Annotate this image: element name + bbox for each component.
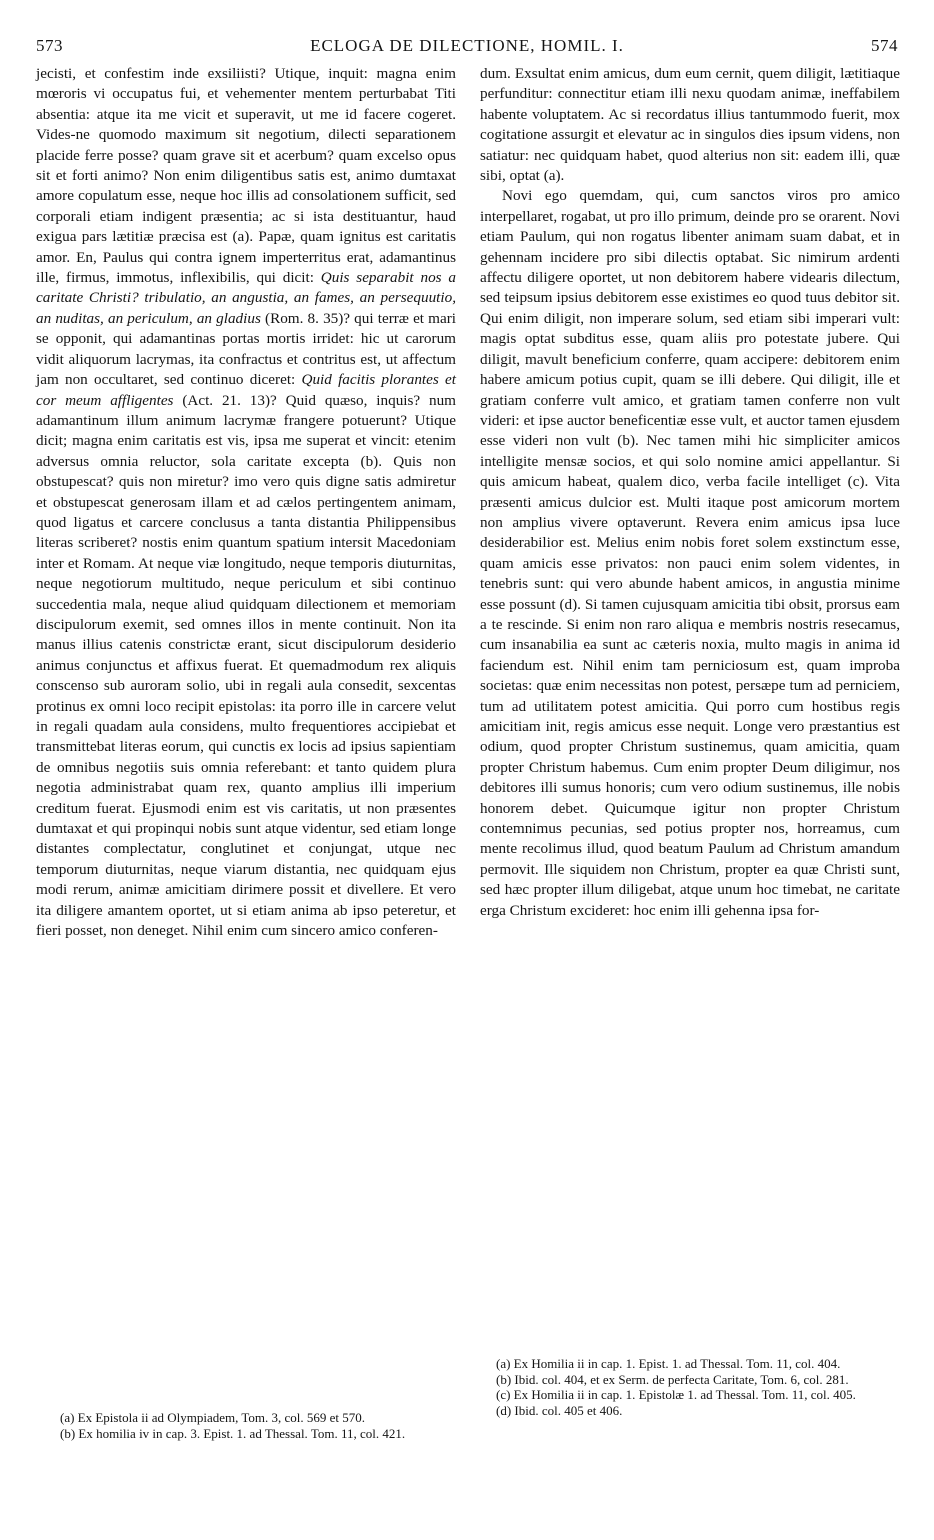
- footnote: (d) Ibid. col. 405 et 406.: [496, 1402, 623, 1418]
- paragraph: [36, 64, 456, 941]
- paragraph: dum. Exsultat enim amicus, dum eum cernit, quem diligit, lætitiaque perfunditur: connectitur etiam illi nexu quodam animæ, ineffabilem habente voluptatem. Ac si recordatus illius tantummodo fuerit, mox cogitatione assurgit et elevatur ac in singulos dies ipsum videns, non satiatur: nec quidquam habet, quod alterius non sit: eadem illi, quæ sibi, optat (a).: [480, 65, 900, 185]
- scripture-quote: Quid facitis plorantes et cor meum affligentes: [36, 371, 456, 409]
- scripture-quote: Quis separabit nos a caritate Christi? tribulatio, an angustia, an fames, an persequutio, an nuditas, an periculum, an gladius: [36, 269, 456, 327]
- right-column: [480, 64, 900, 921]
- footnote: (a) Ex Epistola ii ad Olympiadem, Tom. 3, col. 569 et 570.: [60, 1410, 366, 1425]
- footnote: (c) Ex Homilia ii in cap. 1. Epistolæ 1. ad Thessal. Tom. 11, col. 405.: [496, 1387, 856, 1403]
- page-number-right: 574: [871, 36, 898, 55]
- text-run: jecisti, et confestim inde exsiliisti? Utique, inquit: magna enim mœroris vi occupatus fui, et vehementer mentem perturbabat Titi absentia: atque ita me vicit et superavit, ut me id facere cogeret. Vides-ne quomodo maximum sit negotium, dilecti separationem placide ferre posse? quam grave sit et acerbum? quam excelso opus sit et forti animo? Non enim diligentibus satis est, animo dumtaxat amore copulatum esse, neque hoc illis ad consolationem sufficit, sed corporali etiam indigent præsentia; ac si ista destituantur, haud exigua pars lætitiæ præcisa est (a). Papæ, quam ignitus est caritatis amor. En, Paulus qui contra ignem imperterritus erat, adamantinus ille, firmus, immotus, inflexibilis, qui dicit:: [36, 65, 456, 287]
- left-column: [36, 64, 456, 941]
- running-header: [36, 36, 898, 62]
- footnotes-right: [482, 1356, 900, 1418]
- footnote: (b) Ex homilia iv in cap. 3. Epist. 1. ad Thessal. Tom. 11, col. 421.: [60, 1425, 406, 1441]
- footnotes-left: [46, 1410, 454, 1441]
- text-run: (Rom. 8. 35)? qui terræ et mari se opponit, qui adamantinas portas mortis irridet: hic ut carorum vidit aliquorum lacrymas, ita confractus et contritus est, ut affectum jam non occultaret, sed continuo diceret:: [36, 309, 456, 389]
- page-number-left: 573: [36, 36, 63, 55]
- footnote: (b) Ibid. col. 404, et ex Serm. de perfecta Caritate, Tom. 6, col. 281.: [496, 1371, 849, 1387]
- running-title: ECLOGA DE DILECTIONE, HOMIL. I.: [310, 36, 624, 55]
- text-run: (Act. 21. 13)? Quid quæso, inquis? num adamantinum illum animum lacrymæ frangere potuerunt? Utique dicit; magna enim caritatis est vis, ipsa me superat et vincit: etenim adversus omnia reluctor, sola caritate excepta (b). Quis non obstupescat? quis non miretur? imo vero quis digne satis admiretur et obstupescat generosam illam et ad cælos pertingentem animam, quod ligatus et carcere conclusus a tanta distantia Philippensibus literas scriberet? nostis enim quantum spatium intersit Macedoniam inter et Romam. At neque viæ longitudo, neque temporis diuturnitas, neque negotiorum multitudo, neque periculum et sibi continuo succedentia mala, neque aliud quidquam dilectionem et memoriam discipulorum exemit, sed omnes illos in mente continuit. Non ita manus illius catenis constrictæ erant, sicut discipulorum desiderio animus conjunctus et affixus fuerat. Et quemadmodum rex aliquis conscenso sub auroram solio, ubi in regali aula consedit, sexcentas protinus ex omni loco recipit epistolas: ita porro ille in carcere velut in regali quadam aula considens, multo frequentiores accipiebat et transmittebat literas eorum, qui cunctis ex locis ad ipsius sapientiam de omnibus negotiis suis omnia referebant: et tanto quidem plura negotia administrabat quam rex, quanto amplius illi imperium creditum fuerat. Ejusmodi enim est vis caritatis, ut non præsentes dumtaxat et qui propinqui nobis sunt atque videntur, sed etiam longe distantes complectatur, conglutinet et conjungat, utque nec temporum diuturnitas, neque viarum distantia, nec quidquam ejus modi rerum, animæ amicitiam dirimere possit et divellere. Et vero ita diligere amantem oportet, ut si etiam anima ab ipso peteretur, et fieri posset, non deneget. Nihil enim cum sincero amico conferen-: [36, 391, 456, 940]
- paragraph: Novi ego quemdam, qui, cum sanctos viros pro amico interpellaret, rogabat, ut pro illo primum, deinde pro se orarent. Novi etiam Paulum, qui non rogatus libenter animam suam dabat, et in gehennam incidere pro sibi dilectis optabat. Sic nimirum ardenti affectu diligere oportet, ut non debitorem habere videaris dilectum, sed teipsum ipsius debitorem esse existimes eo quod tuus debitor sit. Qui enim diligit, non imperare solum, sed etiam sibi imperari vult: magis optat subditus esse, quam aliis pro potestate jubere. Qui diligit, mavult beneficium conferre, quam accipere: debitorem enim habere amicum potius cupit, quam se illi debere. Qui diligit, ille et gratiam conferre vult amico, et gratiam tamen conferre non vult videri: et ipse auctor beneficentiæ esse vult, et auctor tamen ejusdem esse videri non vult (b). Nec tamen mihi hic simpliciter amicos intelligite mensæ socios, et qui solo nomine amici appellantur. Si quis amicum habeat, qualem dico, verba facile intelliget (c). Vita præsenti amicus dulcior est. Multi itaque post amicorum mortem non amplius vivere optaverunt. Revera enim amicus ipsa luce desiderabilior est. Melius enim nobis foret solem exstinctum esse, quam amicis esse privatos: non pauci enim solem videntes, in tenebris sunt: qui vero abunde habent amicos, in angustia minime esse possunt (d). Si tamen cujusquam amicitia tibi obsit, prorsus eam a te rescinde. Si enim non raro aliqua e membris nostris resecamus, cum insanabilia ea sunt ac cæteris noxia, multo magis in anima id faciendum est. Nihil enim tam perniciosum est, quam improba societas: quæ enim necessitas non potest, persæpe tum ad perniciem, tum ad utilitatem potest amicitia. Qui porro cum hostibus regis amicitiam init, regis amicus esse nequit. Longe vero præstantius est odium, quod propter Christum sustinemus, quam amicitia, quam propter Christum habemus. Cum enim propter Deum diligimur, nos debitores illi sumus honoris; cum vero odium sustinemus, ille nobis honorem debet. Quicumque igitur non propter Christum contemnimus pecunias, sed potius propter nos, horreamus, cum mente recolimus illud, quod beatum Paulum ad Christum amandum permovit. Ille siquidem non Christum, propter ea quæ Christi sunt, sed hæc propter illum diligebat, atque unum hoc timebat, ne caritate erga Christum excideret: hoc enim illi gehenna ipsa for-: [480, 187, 900, 919]
- footnote: (a) Ex Homilia ii in cap. 1. Epist. 1. ad Thessal. Tom. 11, col. 404.: [496, 1356, 841, 1371]
